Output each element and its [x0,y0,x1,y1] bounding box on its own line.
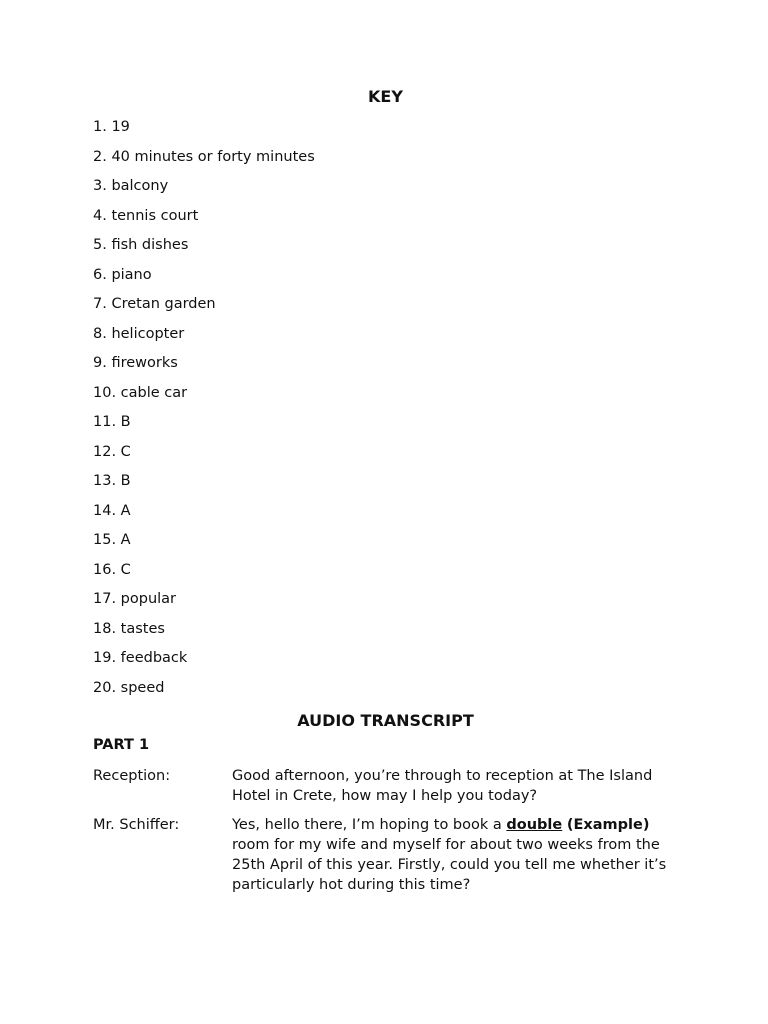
answer-key-item: 11. B [93,414,131,430]
answer-highlight: double [506,817,563,833]
answer-key-item: 16. C [93,561,131,578]
answer-key-item: 7. Cretan garden [93,296,216,312]
speech-text-after: room for my wife and myself for about two weeks from the 25th April of this year. Firstly, could you tell me whether it’s particularly hot during this time? [232,837,667,893]
answer-key-item: 15. A [93,532,131,548]
answer-key-item: 1. 19 [93,119,130,135]
answer-key-item: 14. A [93,502,131,519]
answer-key-item: 19. feedback [93,650,188,666]
speech-text: Good afternoon, you’re through to reception at The Island Hotel in Crete, how may I help you today? [232,768,653,804]
speech-text-before: Yes, hello there, I’m hoping to book a [232,817,507,833]
answer-key-item: 3. balcony [93,178,169,194]
dialogue-turn [93,766,678,806]
answer-key-item: 2. 40 minutes or forty minutes [93,148,315,165]
answer-key-item: 4. tennis court [93,207,199,224]
answer-key-item: 17. popular [93,591,177,607]
key-title: KEY [368,87,403,106]
answer-key-item: 10. cable car [93,384,188,401]
answer-key-item: 5. fish dishes [93,237,189,253]
answer-key-list [93,118,678,708]
answer-key-item: 20. speed [93,679,165,696]
part-label: PART 1 [93,737,150,753]
answer-key-item: 6. piano [93,266,152,283]
document-page [93,86,678,904]
speech-text [232,815,678,895]
speaker-label: Mr. Schiffer: [93,817,180,833]
answer-key-item: 8. helicopter [93,325,185,342]
answer-key-item: 13. B [93,473,131,489]
speaker-label: Reception: [93,768,171,784]
example-label: (Example) [566,817,650,833]
answer-key-item: 18. tastes [93,620,165,637]
transcript-title: AUDIO TRANSCRIPT [297,711,474,730]
answer-key-item: 9. fireworks [93,355,178,371]
dialogue-turn [93,815,678,895]
answer-key-item: 12. C [93,443,131,460]
